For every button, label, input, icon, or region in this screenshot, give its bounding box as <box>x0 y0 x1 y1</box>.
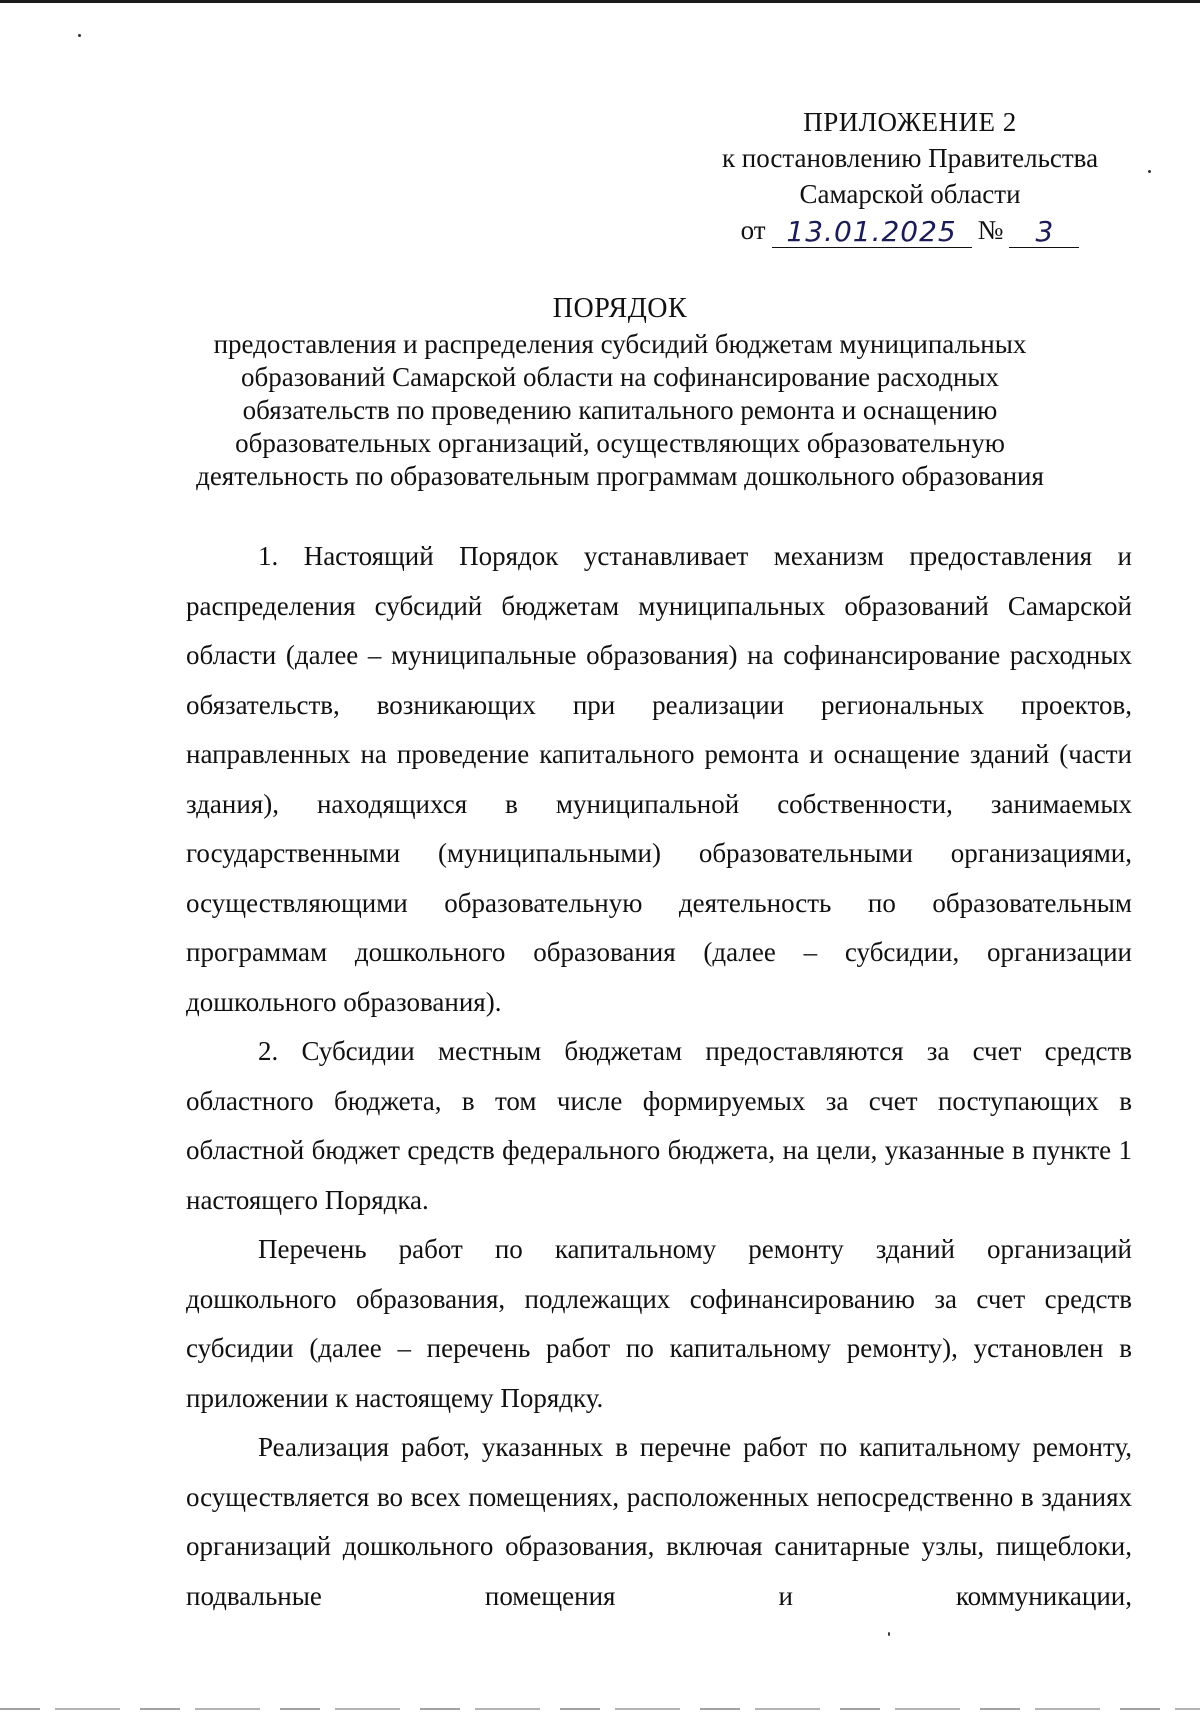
scan-speck <box>78 34 81 37</box>
scan-speck <box>888 1632 890 1636</box>
scan-edge-top <box>0 0 1200 3</box>
appendix-header <box>700 104 1120 248</box>
handwritten-number: 3 <box>1009 217 1079 248</box>
paragraph-3: Перечень работ по капитальному ремонту зданий организаций дошкольного образования, подлежащих софинансированию за счет средств субсидии (далее – перечень работ по капитальному ремонту), установлен в приложении к настоящему Порядку. <box>186 1234 1132 1413</box>
date-number-line <box>700 212 1120 248</box>
title-line: образовательных организаций, осуществляющих образовательную <box>235 428 1005 458</box>
title-line: образований Самарской области на софинансирование расходных <box>240 362 1000 392</box>
scan-edge-bottom <box>0 1708 1200 1710</box>
document-body <box>186 532 1132 1621</box>
handwritten-date: 13.01.2025 <box>772 217 972 248</box>
paragraph-2: 2. Субсидии местным бюджетам предоставляются за счет средств областного бюджета, в том числе формируемых за счет поступающих в областной бюджет средств федерального бюджета, на цели, указанные в пункте 1 настоящего Порядка. <box>186 1036 1132 1215</box>
number-prefix: № <box>977 215 1004 245</box>
title-heading: ПОРЯДОК <box>552 293 688 324</box>
paragraph-1: 1. Настоящий Порядок устанавливает механизм предоставления и распределения субсидий бюджетам муниципальных образований Самарской области (далее – муниципальные образования) на софинансирование расходных обязательств, возникающих при реализации региональных проектов, направленных на проведение капитального ремонта и оснащение зданий (части здания), находящихся в муниципальной собственности, занимаемых государственными (муниципальными) образовательными организациями, осуществляющими образовательную деятельность по образовательным программам дошкольного образования (далее – субсидии, организации дошкольного образования). <box>186 541 1132 1017</box>
title-line: деятельность по образовательным программам дошкольного образования <box>196 461 1044 491</box>
decree-reference: к постановлению Правительства <box>721 143 1099 173</box>
title-line: предоставления и распределения субсидий бюджетам муниципальных <box>213 329 1027 359</box>
paragraph-4: Реализация работ, указанных в перечне работ по капитальному ремонту, осуществляется во всех помещениях, расположенных непосредственно в зданиях организаций дошкольного образования, включая санитарные узлы, пищеблоки, подвальные помещения и коммуникации, <box>186 1432 1132 1611</box>
date-prefix: от <box>740 215 766 245</box>
appendix-title: ПРИЛОЖЕНИЕ 2 <box>803 107 1017 137</box>
document-title <box>120 292 1120 493</box>
title-line: обязательств по проведению капитального ремонта и оснащению <box>242 395 998 425</box>
region-name: Самарской области <box>799 179 1021 209</box>
scan-speck <box>1148 170 1151 173</box>
